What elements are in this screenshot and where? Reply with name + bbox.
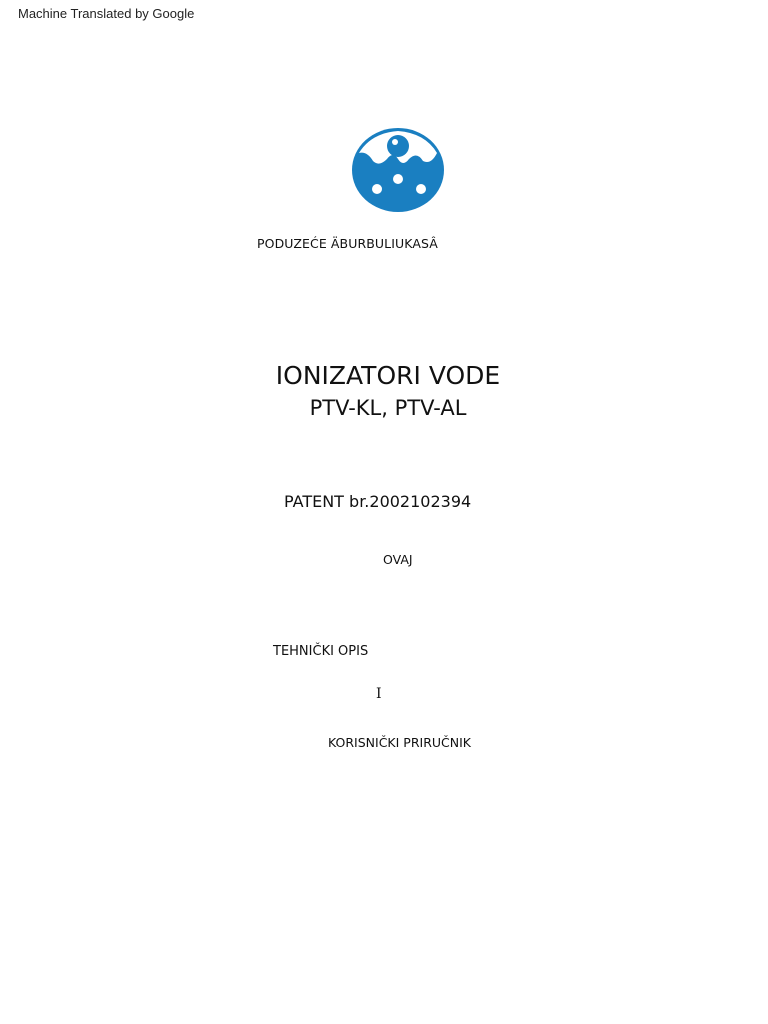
patent-number: PATENT br.2002102394: [284, 492, 472, 511]
technical-description-label: TEHNIČKI OPIS: [273, 644, 369, 659]
ovaj-text: OVAJ: [383, 552, 413, 567]
company-name: PODUZEĆE ÄBURBULIUKASÂ: [257, 236, 438, 251]
water-drop-logo-icon: [351, 127, 445, 213]
machine-translation-banner: Machine Translated by Google: [18, 6, 195, 21]
user-manual-label: KORISNIČKI PRIRUČNIK: [328, 735, 471, 750]
document-title: IONIZATORI VODE: [275, 361, 501, 390]
conjunction-text: I: [376, 686, 382, 702]
document-subtitle: PTV-KL, PTV-AL: [309, 396, 467, 420]
